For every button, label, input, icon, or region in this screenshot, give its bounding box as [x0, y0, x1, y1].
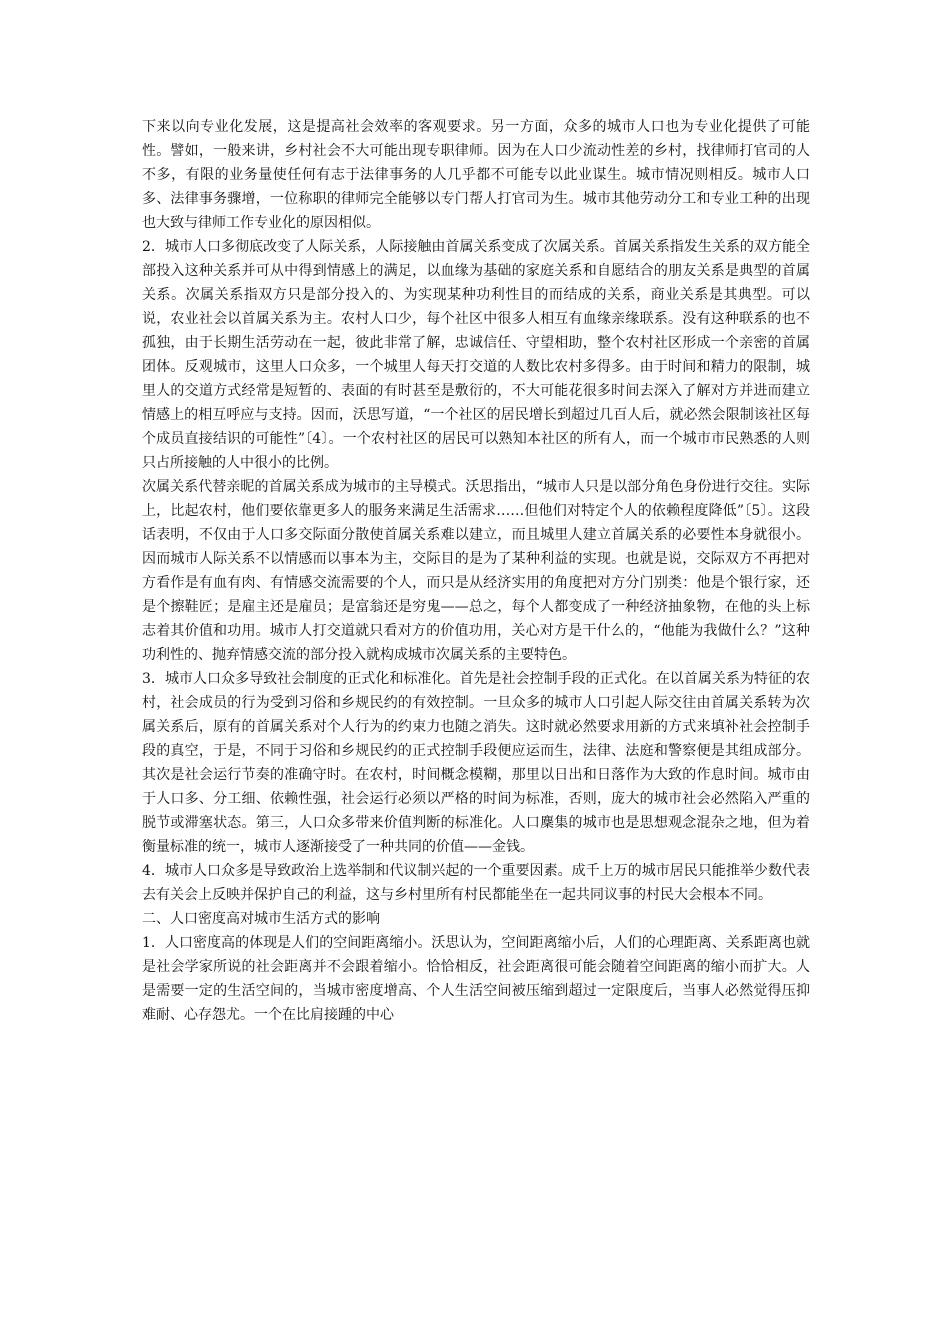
paragraph-secondary-relations-dominant: 次属关系代替亲昵的首属关系成为城市的主导模式。沃思指出，“城市人只是以部分角色身份进行交往。实际上，比起农村，他们要依靠更多人的服务来满足生活需求……但他们对特定个人的依赖程度降低”〔5〕。这段话表明，不仅由于人口多交际面分散使首属关系难以建立，而且城里人建立首属关系的必要性本身就很小。因而城市人际关系不以情感而以事本为主，交际目的是为了某种利益的实现。也就是说，交际双方不再把对方看作是有血有肉、有情感交流需要的个人，而只是从经济实用的角度把对方分门别类：他是个银行家，还是个擦鞋匠；是雇主还是雇员；是富翁还是穷鬼——总之，每个人都变成了一种经济抽象物，在他的头上标志着其价值和功用。城市人打交道就只看对方的价值功用，关心对方是干什么的，“他能为我做什么？”这种功利性的、抛弃情感交流的部分投入就构成城市次属关系的主要特色。 — [142, 479, 810, 663]
paragraph-primary-secondary-relations: 2．城市人口多彻底改变了人际关系，人际接触由首属关系变成了次属关系。首属关系指发生关系的双方能全部投入这种关系并可从中得到情感上的满足，以血缘为基础的家庭关系和自愿结合的朋友关系是典型的首属关系。次属关系指双方只是部分投入的、为实现某种功利性目的而结成的关系，商业关系是其典型。可以说，农业社会以首属关系为主。农村人口少，每个社区中很多人相互有血缘亲缘联系。没有这种联系的也不孤独，由于长期生活劳动在一起，彼此非常了解，忠诚信任、守望相助，整个农村社区形成一个亲密的首属团体。反观城市，这里人口众多，一个城里人每天打交道的人数比农村多得多。由于时间和精力的限制，城里人的交道方式经常是短暂的、表面的有时甚至是敷衍的，不大可能花很多时间去深入了解对方并进而建立情感上的相互呼应与支持。因而，沃思写道，“一个社区的居民增长到超过几百人后，就必然会限制该社区每个成员直接结识的可能性”〔4〕。一个农村社区的居民可以熟知本社区的所有人，而一个城市市民熟悉的人则只占所接触的人中很小的比例。 — [142, 239, 810, 471]
paragraph-institution-formalization: 3．城市人口众多导致社会制度的正式化和标准化。首先是社会控制手段的正式化。在以首属关系为特征的农村，社会成员的行为受到习俗和乡规民约的有效控制。一旦众多的城市人口引起人际交往由首属关系转为次属关系后，原有的首属关系对个人行为的约束力也随之消失。这时就必然要求用新的方式来填补社会控制手段的真空，于是，不同于习俗和乡规民约的正式控制手段便应运而生，法律、法庭和警察便是其组成部分。其次是社会运行节奏的准确守时。在农村，时间概念模糊，那里以日出和日落作为大致的作息时间。城市由于人口多、分工细、依赖性强，社会运行必须以严格的时间为标准，否则，庞大的城市社会必然陷入严重的脱节或滞塞状态。第三，人口众多带来价值判断的标准化。人口麇集的城市也是思想观念混杂之地，但为着衡量标准的统一，城市人逐渐接受了一种共同的价值——金钱。 — [142, 671, 810, 855]
paragraph-election-representation: 4．城市人口众多是导致政治上选举制和代议制兴起的一个重要因素。成千上万的城市居民只能推举少数代表去有关会上反映并保护自己的利益，这与乡村里所有村民都能坐在一起共同议事的村民大会根本不同。 — [142, 863, 810, 903]
paragraph-spatial-distance: 1．人口密度高的体现是人们的空间距离缩小。沃思认为，空间距离缩小后，人们的心理距离、关系距离也就是社会学家所说的社会距离并不会跟着缩小。恰恰相反，社会距离很可能会随着空间距离的缩小而扩大。人是需要一定的生活空间的，当城市密度增高、个人生活空间被压缩到超过一定限度后，当事人必然觉得压抑难耐、心存怨尤。一个在比肩接踵的中心 — [142, 935, 810, 1023]
section-heading-density: 二、人口密度高对城市生活方式的影响 — [142, 911, 380, 927]
document-body — [142, 115, 810, 1027]
paragraph-specialization: 下来以向专业化发展，这是提高社会效率的客观要求。另一方面，众多的城市人口也为专业化提供了可能性。譬如，一般来讲，乡村社会不大可能出现专职律师。因为在人口少流动性差的乡村，找律师打官司的人不多，有限的业务量使任何有志于法律事务的人几乎都不可能专以此业谋生。城市情况则相反。城市人口多、法律事务骤增，一位称职的律师完全能够以专门帮人打官司为生。城市其他劳动分工和专业工种的出现也大致与律师工作专业化的原因相似。 — [142, 119, 810, 231]
